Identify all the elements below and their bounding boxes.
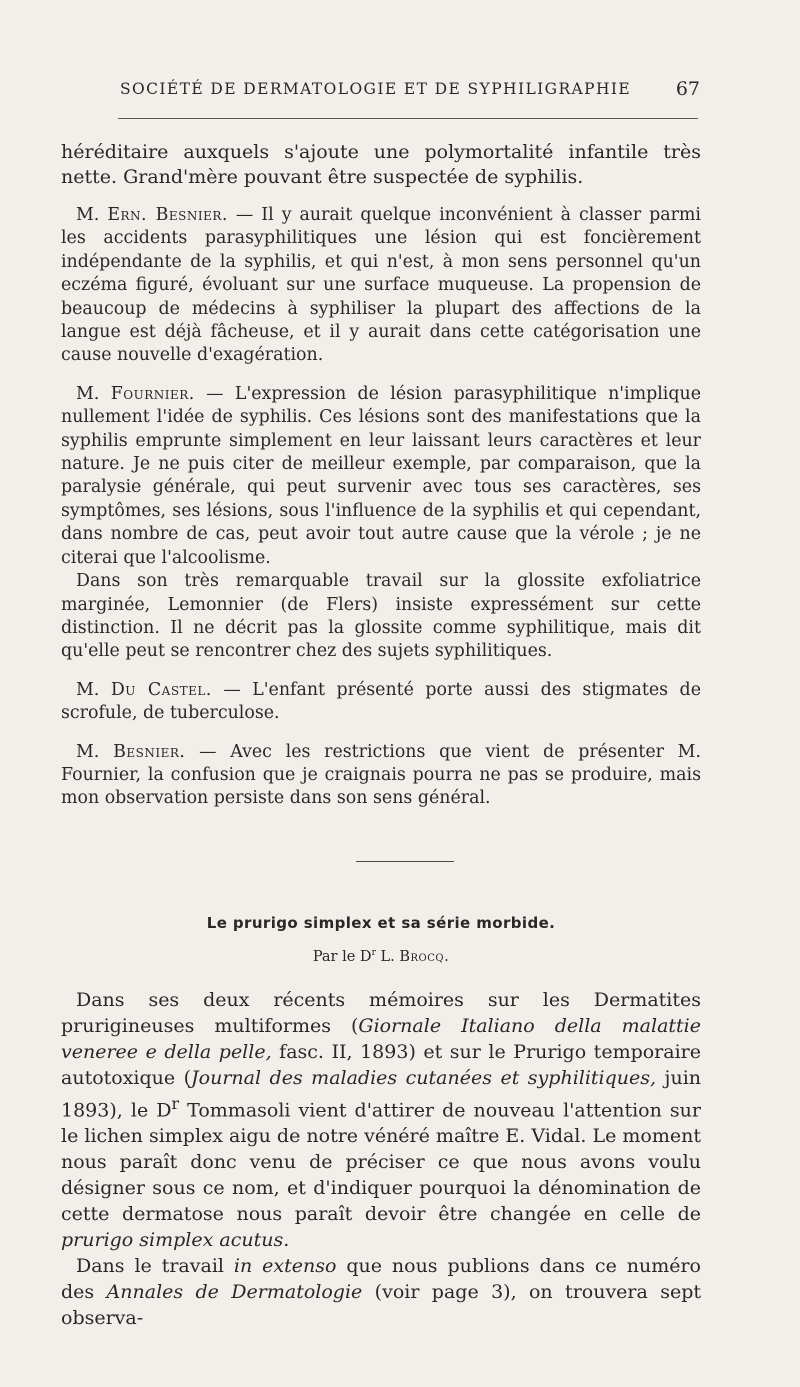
speaker-name: Du Castel. bbox=[110, 679, 212, 700]
article-body bbox=[61, 987, 701, 1331]
italic-run: Giornale Italiano della malattie veneree e della pelle, bbox=[61, 1014, 701, 1063]
paragraph-text: — L'enfant présenté porte aussi des stigmates de scrofule, de tuberculose. bbox=[61, 679, 701, 724]
speaker-name: Besnier. bbox=[113, 741, 186, 762]
italic-run: Annales de Dermatologie bbox=[106, 1280, 363, 1303]
paragraph-du-castel bbox=[61, 679, 701, 726]
text-run: Dans ses deux récents mémoires sur les Dermatites prurigineuses multiformes ( bbox=[61, 988, 701, 1037]
paragraph-continuation: héréditaire auxquels s'ajoute une polymortalité infantile très nette. Grand'mère pouvant être suspectée de syphilis. bbox=[61, 141, 701, 188]
running-header bbox=[120, 80, 710, 108]
text-run: (voir page 3), on trouvera sept observa- bbox=[61, 1280, 702, 1329]
section-divider bbox=[356, 861, 454, 862]
speaker-prefix: M. bbox=[76, 205, 108, 225]
paragraph-text: — L'expression de lésion parasyphilitique n'implique nullement l'idée de syphilis. Ces lésions sont des manifestations que la syphilis emprunte simplement en leur laissant leurs caractères et leur nature. Je ne puis citer de meilleur exemple, par comparaison, que la paralysie générale, qui peut survenir avec tous ses caractères, ses symptômes, ses lésions, sous l'influence de la syphilis et qui cependant, dans nombre de cas, peut avoir tout autre cause que la vérole ; je ne citerai que l'alcoolisme. bbox=[61, 383, 701, 568]
byline-middle: L. bbox=[375, 948, 400, 965]
speaker-prefix: M. bbox=[76, 679, 111, 700]
page-number: 67 bbox=[675, 78, 700, 100]
superscript: r bbox=[171, 1093, 180, 1113]
speaker-name: Ern. Besnier. bbox=[107, 205, 228, 225]
italic-run: prurigo simplex acutus. bbox=[61, 1228, 290, 1251]
page-body bbox=[61, 140, 701, 1331]
byline-prefix: Par le D bbox=[312, 948, 372, 965]
speaker-prefix: M. bbox=[76, 741, 114, 762]
paragraph-lemonnier: Dans son très remarquable travail sur la glossite exfoliatrice marginée, Lemonnier (de Flers) insiste expressément sur cette distinction. Il ne décrit pas la glossite comme syphilitique, mais dit qu'elle peut se rencontrer chez des sujets syphilitiques. bbox=[61, 571, 701, 662]
paragraph-text: — Il y aurait quelque inconvénient à classer parmi les accidents parasyphilitiques une lésion qui est foncièrement indépendante de la syphilis, et qui n'est, à mon sens personnel qu'un eczéma figuré, évoluant sur une surface muqueuse. La propension de beaucoup de médecins à syphiliser la plupart des affections de la langue est déjà fâcheuse, et il y aurait dans cette catégorisation une cause nouvelle d'exagération. bbox=[61, 205, 701, 366]
text-run: Tommasoli vient d'attirer de nouveau l'attention sur le lichen simplex aigu de notre vénéré maître E. Vidal. Le moment nous paraît donc venu de préciser ce que nous avons voulu désigner sous ce nom, et d'indiquer pourquoi la dénomination de cette dermatose nous paraît devoir être changée en celle de bbox=[61, 1098, 701, 1225]
speaker-name: Fournier. bbox=[110, 383, 195, 404]
text-run: que nous publions dans ce numéro des bbox=[61, 1254, 701, 1303]
byline-author: Brocq. bbox=[399, 948, 450, 965]
paragraph-fournier bbox=[61, 383, 701, 570]
article-paragraph-2 bbox=[61, 1253, 701, 1331]
text-run: fasc. II, 1893) et sur le Prurigo temporaire autotoxique ( bbox=[61, 1040, 701, 1089]
speaker-prefix: M. bbox=[76, 383, 111, 404]
paragraph-text: — Avec les restrictions que vient de présenter M. Fournier, la confusion que je craignais pourra ne pas se produire, mais mon observation persiste dans son sens général. bbox=[61, 741, 701, 809]
byline-sup: r bbox=[371, 947, 376, 958]
italic-run: Journal des maladies cutanées et syphilitiques, bbox=[191, 1066, 657, 1089]
running-header-title: SOCIÉTÉ DE DERMATOLOGIE ET DE SYPHILIGRAPHIE bbox=[120, 80, 632, 98]
paragraph-besnier-1 bbox=[61, 204, 701, 368]
text-run: Dans le travail bbox=[76, 1254, 234, 1277]
text-run: juin 1893), le D bbox=[61, 1066, 702, 1121]
italic-run: in extenso bbox=[233, 1254, 337, 1277]
paragraph-besnier-2 bbox=[61, 741, 701, 811]
header-rule bbox=[118, 118, 698, 119]
article-title: Le prurigo simplex et sa série morbide. bbox=[206, 913, 556, 932]
article-byline bbox=[61, 948, 701, 965]
article-paragraph-1 bbox=[61, 987, 701, 1253]
